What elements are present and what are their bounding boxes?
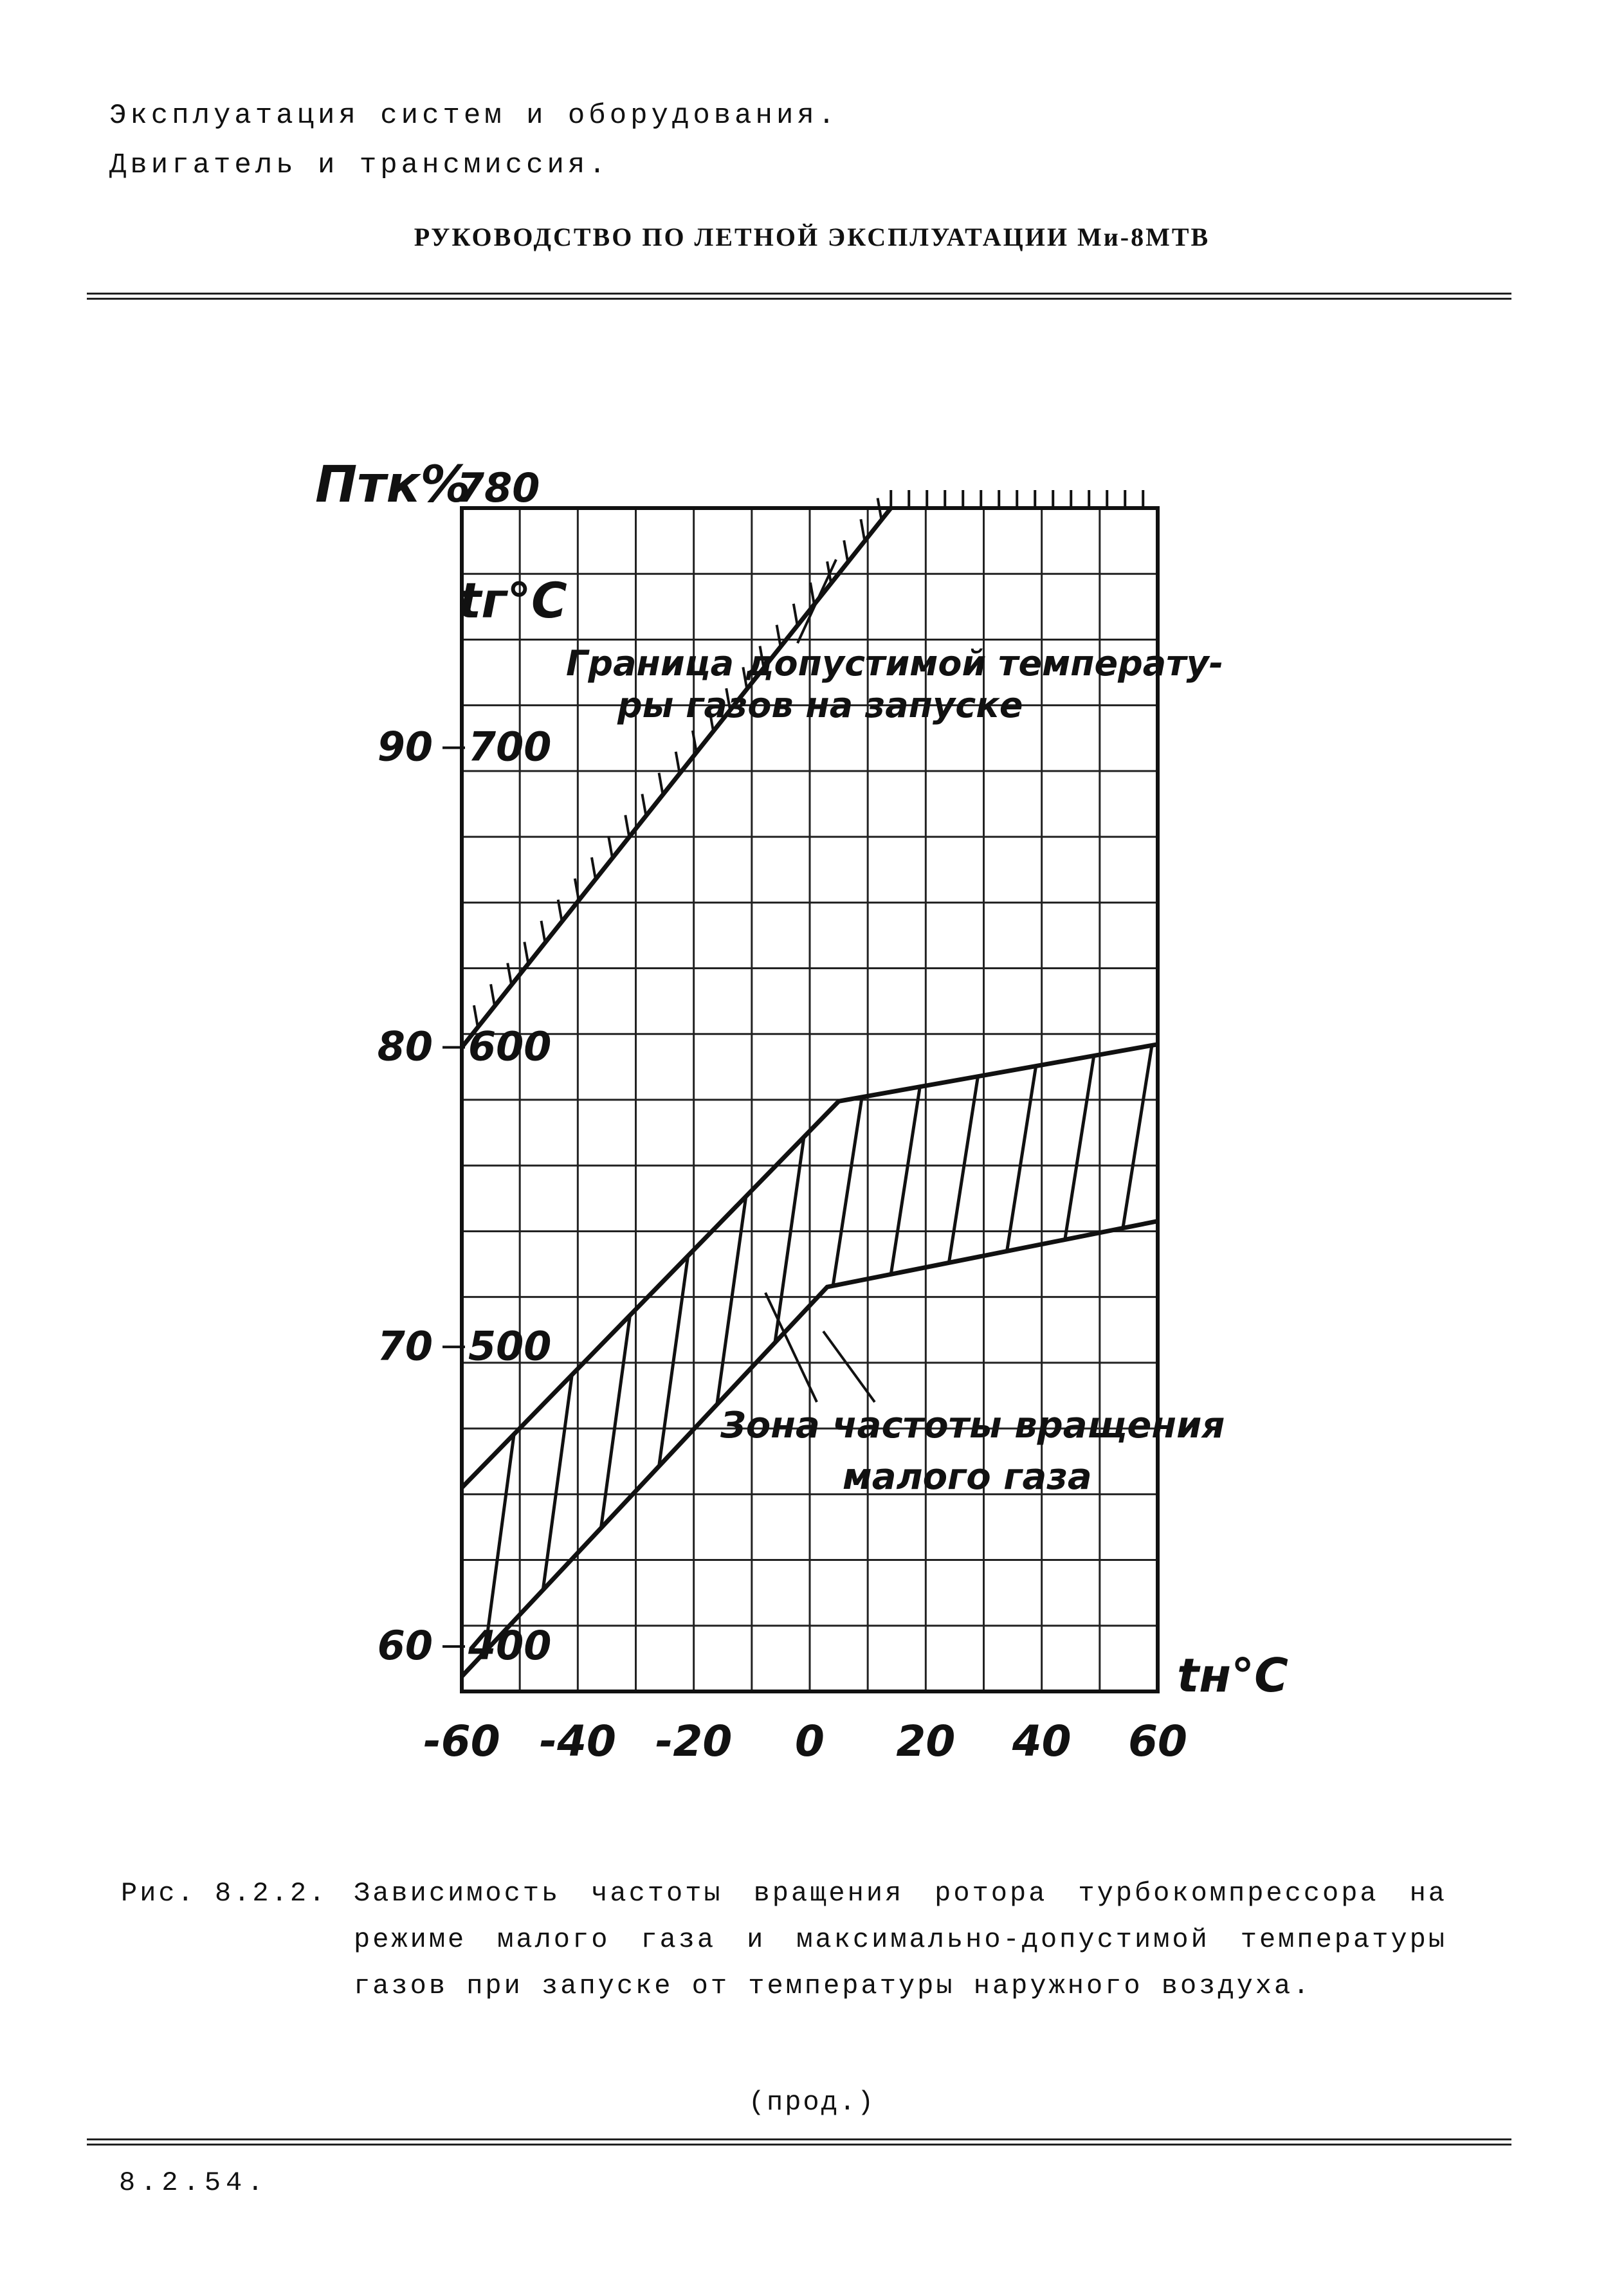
header-line-1: Эксплуатация систем и оборудования. xyxy=(109,100,839,132)
boundary-label-line2: ры газов на запуске xyxy=(617,685,1023,725)
boundary-hatch xyxy=(861,519,864,541)
tg-tick-label: 600 xyxy=(468,1023,552,1070)
boundary-leader xyxy=(798,560,836,643)
x-tick-label: 0 xyxy=(795,1717,825,1766)
zone-hatch xyxy=(1123,1045,1152,1228)
x-tick-label: -60 xyxy=(423,1717,500,1766)
ntk-tick-label: 90 xyxy=(377,723,433,770)
zone-hatch xyxy=(485,1434,514,1652)
zone-hatch xyxy=(891,1087,920,1275)
zone-hatch xyxy=(1007,1066,1036,1252)
ntk-tick-label: 80 xyxy=(377,1023,433,1070)
boundary-hatch xyxy=(659,773,663,795)
page-number: 8.2.54. xyxy=(119,2167,269,2198)
boundary-hatch xyxy=(507,963,511,985)
tg-tick-label: 400 xyxy=(468,1622,552,1670)
zone-hatch xyxy=(833,1097,862,1286)
boundary-hatch xyxy=(794,604,798,626)
ntk-tick-label: 60 xyxy=(377,1622,433,1670)
zone-hatch xyxy=(949,1077,978,1263)
tg-tick-label: 500 xyxy=(468,1322,552,1370)
boundary-hatch xyxy=(491,984,495,1006)
caption-line-2: режиме малого газа и максимально-допустимой температуры xyxy=(354,1924,1447,1955)
ntk-tick-label: 70 xyxy=(377,1322,433,1370)
boundary-label-line1: Граница допустимой температу- xyxy=(566,643,1224,684)
boundary-hatch xyxy=(642,794,646,816)
figure-number: Рис. 8.2.2. xyxy=(121,1878,328,1909)
manual-title: РУКОВОДСТВО ПО ЛЕТНОЙ ЭКСПЛУАТАЦИИ Ми-8МТВ xyxy=(414,223,1210,251)
y-right-axis-label: tг°C xyxy=(458,572,567,629)
boundary-hatch xyxy=(625,815,629,837)
boundary-hatch xyxy=(844,540,848,562)
zone-hatch xyxy=(601,1315,630,1528)
zone-hatch xyxy=(775,1137,804,1343)
x-tick-label: 20 xyxy=(896,1717,956,1766)
header-line-2: Двигатель и трансмиссия. xyxy=(109,149,610,181)
x-tick-label: 60 xyxy=(1128,1717,1187,1766)
x-axis-label: tн°C xyxy=(1177,1648,1289,1702)
zone-label-line1: Зона частоты вращения xyxy=(720,1405,1225,1446)
zone-label-line2: малого газа xyxy=(843,1456,1092,1498)
boundary-hatch xyxy=(592,857,596,879)
x-tick-label: -40 xyxy=(539,1717,616,1766)
zone-hatch xyxy=(659,1256,688,1466)
caption-line-3: газов при запуске от температуры наружного воздуха. xyxy=(354,1971,1312,2001)
zone-hatch xyxy=(717,1196,746,1405)
zone-hatch xyxy=(543,1375,572,1590)
boundary-hatch xyxy=(608,836,612,858)
x-tick-label: 40 xyxy=(1012,1717,1072,1766)
footer-rule-2 xyxy=(87,2144,1511,2146)
zone-hatch xyxy=(1065,1056,1094,1240)
x-tick-label: -20 xyxy=(655,1717,733,1766)
boundary-hatch xyxy=(524,942,528,964)
boundary-hatch xyxy=(542,921,545,943)
tg-tick-label: 700 xyxy=(468,723,552,770)
footer-rule xyxy=(87,2138,1511,2140)
top-value-label: 780 xyxy=(457,464,540,511)
boundary-hatch xyxy=(810,583,814,605)
y-left-axis-label: Птк% xyxy=(315,456,471,514)
continued-label: (прод.) xyxy=(748,2087,876,2118)
caption-line-1: Зависимость частоты вращения ротора турбокомпрессора на xyxy=(354,1878,1447,1909)
